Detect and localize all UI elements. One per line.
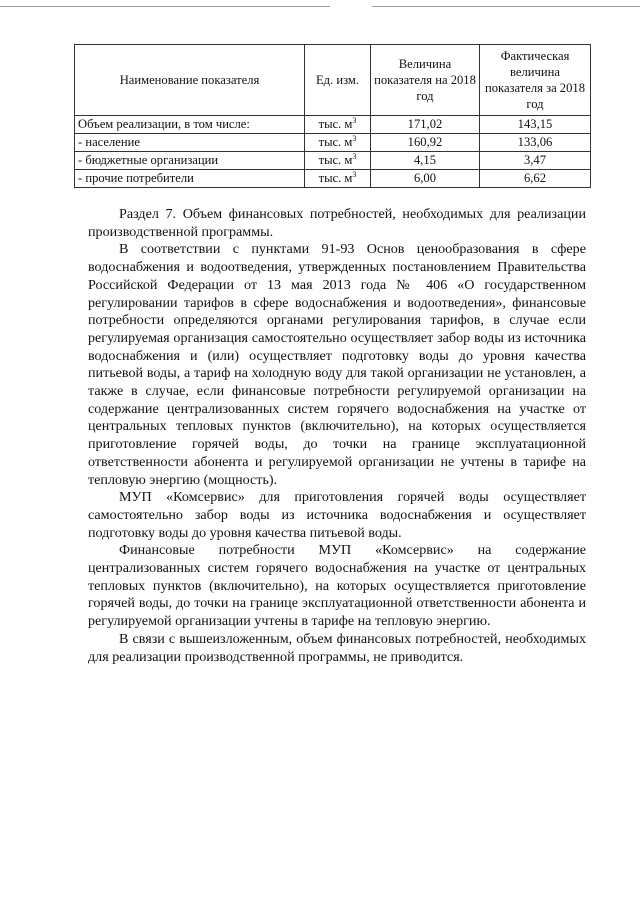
unit-text: тыс. м	[318, 135, 353, 149]
body-text	[88, 206, 586, 666]
row-name: - бюджетные организации	[75, 152, 305, 170]
body-paragraph: Финансовые потребности МУП «Комсервис» на содержание централизованных систем горячего водоснабжения на участке от центральных тепловых пунктов (включительно), на которых осуществляется приготовление горячей воды, до точки на границе эксплуатационной ответственности абонента и регулируемой организации учтены в тарифе на тепловую энергию.	[88, 542, 586, 630]
table-row	[75, 116, 591, 134]
unit-superscript: 3	[352, 170, 357, 179]
row-planned-value: 160,92	[371, 134, 480, 152]
row-planned-value: 6,00	[371, 170, 480, 188]
body-paragraph: МУП «Комсервис» для приготовления горячей воды осуществляет самостоятельно забор воды из источника водоснабжения и осуществляет подготовку воды до уровня качества питьевой воды.	[88, 489, 586, 541]
unit-text: тыс. м	[318, 153, 353, 167]
scan-edge-line-left	[0, 6, 330, 7]
row-name: - население	[75, 134, 305, 152]
indicators-table	[74, 44, 591, 188]
row-name: - прочие потребители	[75, 170, 305, 188]
unit-superscript: 3	[352, 134, 357, 143]
scan-edge-line-right	[372, 6, 640, 7]
row-actual-value: 6,62	[480, 170, 591, 188]
row-unit	[305, 134, 371, 152]
row-planned-value: 171,02	[371, 116, 480, 134]
row-unit	[305, 152, 371, 170]
header-indicator-name: Наименование показателя	[75, 45, 305, 116]
conclusion-paragraph: В связи с вышеизложенным, объем финансовых потребностей, необходимых для реализации производственной программы, не приводится.	[88, 630, 586, 665]
table-row	[75, 170, 591, 188]
table-row	[75, 134, 591, 152]
unit-superscript: 3	[352, 116, 357, 125]
unit-text: тыс. м	[318, 171, 353, 185]
section-heading-paragraph: Раздел 7. Объем финансовых потребностей, необходимых для реализации производственной программы.	[88, 206, 586, 240]
table-header-row	[75, 45, 591, 116]
body-paragraph: В соответствии с пунктами 91-93 Основ ценообразования в сфере водоснабжения и водоотведения, утвержденных постановлением Правительства Российской Федерации от 13 мая 2013 года № 406 «О государственном регулировании тарифов в сфере водоснабжения и водоотведения», финансовые потребности определяются органами регулирования тарифов, в случае если регулируемая организация самостоятельно осуществляет забор воды из источника водоснабжения и (или) осуществляет подготовку воды до уровня качества питьевой воды, а тариф на холодную воду для такой организации не установлен, а также в случае, если финансовые потребности регулируемой организации на содержание централизованных систем горячего водоснабжения на участке от центральных тепловых пунктов (включительно), на которых осуществляется приготовление горячей воды, до точки на границе эксплуатационной ответственности абонента и регулируемой организации не учтены в тарифе на тепловую энергию (мощность).	[88, 241, 586, 488]
header-planned-value: Величина показателя на 2018 год	[371, 45, 480, 116]
row-planned-value: 4,15	[371, 152, 480, 170]
row-unit	[305, 116, 371, 134]
row-actual-value: 133,06	[480, 134, 591, 152]
header-actual-value: Фактическая величина показателя за 2018 год	[480, 45, 591, 116]
table-row	[75, 152, 591, 170]
row-name: Объем реализации, в том числе:	[75, 116, 305, 134]
unit-text: тыс. м	[318, 117, 353, 131]
row-actual-value: 143,15	[480, 116, 591, 134]
header-unit: Ед. изм.	[305, 45, 371, 116]
unit-superscript: 3	[352, 152, 357, 161]
row-actual-value: 3,47	[480, 152, 591, 170]
row-unit	[305, 170, 371, 188]
